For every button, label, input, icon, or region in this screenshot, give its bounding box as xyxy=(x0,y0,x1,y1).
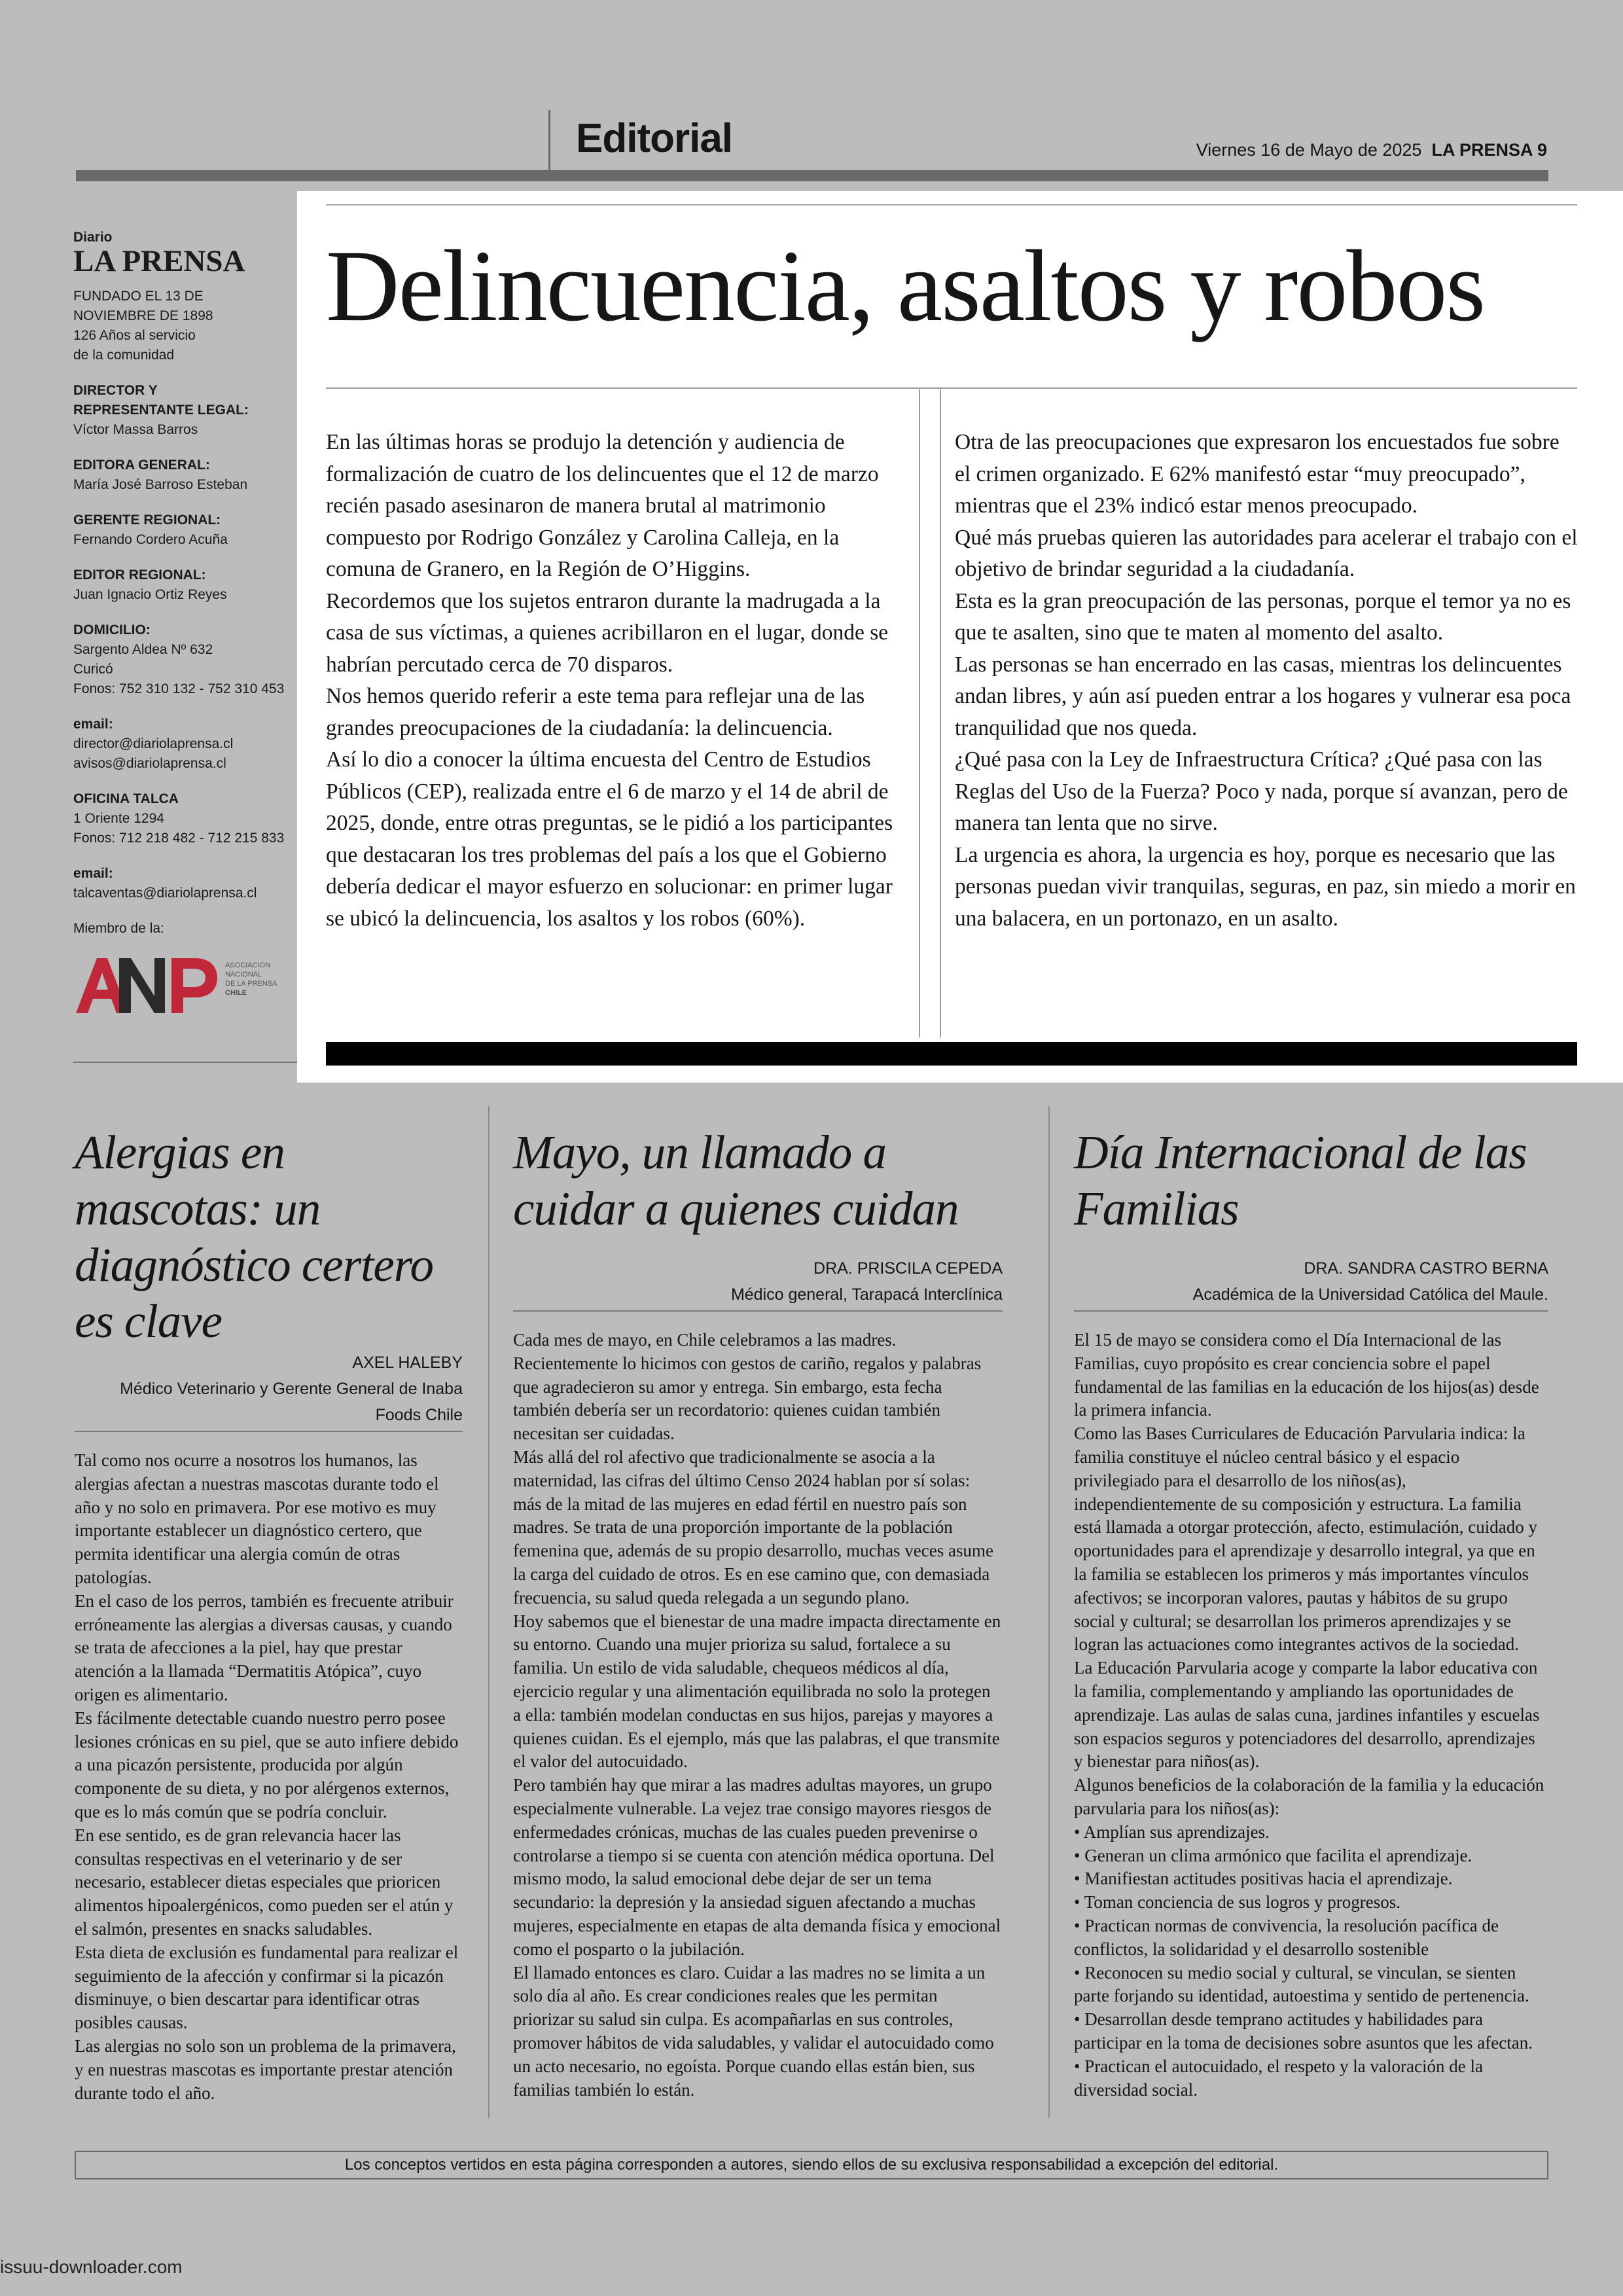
editorial-panel xyxy=(297,191,1623,1083)
staff-value: director@diariolaprensa.cl xyxy=(73,736,234,751)
masthead-brand-small: Diario xyxy=(73,230,113,245)
staff-label: EDITORA GENERAL: xyxy=(73,457,210,473)
article-body xyxy=(513,1329,1003,2102)
article-paragraph: • Practican normas de convivencia, la resolución pacífica de conflictos, la solidaridad y el desarrollo sostenible xyxy=(1074,1915,1499,1959)
article-paragraph: Cada mes de mayo, en Chile celebramos a las madres. Recientemente lo hicimos con gestos de cariño, regalos y palabras que agradecieron su amor y entrega. Sin embargo, esta fecha también debería ser un recordatorio: quienes cuidan también necesitan ser cuidadas. xyxy=(513,1330,982,1444)
staff-block xyxy=(73,864,296,903)
column-divider xyxy=(488,1106,490,2118)
staff-value: Curicó xyxy=(73,662,113,677)
editorial-paragraph: Qué más pruebas quieren las autoridades para acelerar el trabajo con el objetivo de brindar seguridad a la ciudadanía. xyxy=(955,525,1578,581)
article-title: Alergias en mascotas: un diagnóstico certero es clave xyxy=(75,1126,433,1348)
staff-block xyxy=(73,511,296,550)
article-paragraph: La Educación Parvularia acoge y comparte la labor educativa con la familia, complementando y ampliando las oportunidades de aprendizaje. Las aulas de salas cuna, jardines infantiles y escuelas son espacios seguros y potenciadores del desarrollo, aprendizajes y bienestar para niños(as). xyxy=(1074,1658,1540,1772)
article-paragraph: El llamado entonces es claro. Cuidar a las madres no se limita a un solo día al año. Es crear condiciones reales que les permitan priorizar su salud sin culpa. Es acompañarlas en sus controles, promover hábitos de vida saludables, y validar el autocuidado como un acto necesario, no egoísta. Porque cuando ellas están bien, sus familias también lo están. xyxy=(513,1962,994,2100)
article-paragraph: Como las Bases Curriculares de Educación Parvularia indica: la familia constituye el núcleo central básico y el espacio privilegiado para el desarrollo de los niños(as), independientemente de su composición y estructura. La familia está llamada a otorgar protección, afecto, estimulación, cuidado y oportunidades para el aprendizaje y desarrollo integral, ya que en la familia se establecen los primeros y más importantes vínculos afectivos; se incorporan valores, pautas y hábitos de su grupo social y cultural; se desarrollan los primeros aprendizajes y se logran las actuaciones como integrantes activos de la sociedad. xyxy=(1074,1424,1537,1655)
page-dateline xyxy=(1196,140,1547,160)
editorial-paragraph: Las personas se han encerrado en las casas, mientras los delincuentes andan libres, y aún así pueden entrar a los hogares y vulnerar esa poca tranquilidad que nos queda. xyxy=(955,652,1571,740)
article-paragraph: Tal como nos ocurre a nosotros los humanos, las alergias afectan a nuestras mascotas durante todo el año y no solo en primavera. Por ese motivo es muy importante establecer un diagnóstico certero, que permita identificar una alergia común de otras patologías. xyxy=(75,1450,439,1587)
byline-rule xyxy=(1074,1310,1548,1312)
staff-label: OFICINA TALCA xyxy=(73,791,179,806)
article-paragraph: • Amplían sus aprendizajes. xyxy=(1074,1821,1270,1842)
article-author-role: Médico general, Tarapacá Interclínica xyxy=(730,1285,1003,1304)
anp-caption-3: DE LA PRENSA xyxy=(225,980,277,988)
article-paragraph: En el caso de los perros, también es frecuente atribuir erróneamente las alergias a diversas causas, y cuando se trata de afecciones a la piel, hay que prestar atención a la llamada “Dermatitis Atópica”, cuyo origen es alimentario. xyxy=(75,1590,454,1704)
staff-block xyxy=(73,620,296,699)
staff-block xyxy=(73,789,296,848)
anp-caption-4: CHILE xyxy=(225,989,247,997)
editorial-paragraph: La urgencia es ahora, la urgencia es hoy, porque es necesario que las personas puedan vivir tranquilas, seguras, en paz, sin miedo a morir en una balacera, en un portonazo, en un asalto. xyxy=(955,842,1576,931)
article-paragraph: Pero también hay que mirar a las madres adultas mayores, un grupo especialmente vulnerable. La vejez trae consigo mayores riesgos de enfermedades crónicas, muchas de las cuales pueden prevenirse o controlarse a tiempo si se cuenta con atención médica oportuna. Del mismo modo, la salud emocional debe dejar de ser un tema secundario: la depresión y la ansiedad siguen afectando a muchas mujeres, especialmente en etapas de alta demanda física y emocional como el posparto o la jubilación. xyxy=(513,1775,1001,1959)
member-label: Miembro de la: xyxy=(73,921,164,936)
article-paragraph: En ese sentido, es de gran relevancia hacer las consultas respectivas en el veterinario y de ser necesario, establecer dietas especiales que prioricen alimentos hipoalergénicos, como pueden ser el atún y el salmón, presentes en snacks saludables. xyxy=(75,1825,454,1939)
editorial-paragraph: Nos hemos querido referir a este tema para reflejar una de las grandes preocupaciones de la ciudadanía: la delincuencia. xyxy=(326,684,865,740)
opinion-article-3 xyxy=(1074,1124,1548,2102)
article-body xyxy=(1074,1329,1548,2102)
founded-line: FUNDADO EL 13 DE xyxy=(73,289,204,304)
masthead-bottom-rule xyxy=(73,1062,297,1063)
staff-value: Víctor Massa Barros xyxy=(73,422,198,437)
opinion-article-2 xyxy=(513,1124,1003,2102)
editorial-paragraph: Así lo dio a conocer la última encuesta del Centro de Estudios Públicos (CEP), realizada entre el 6 de marzo y el 14 de abril de 2025, donde, entre otras preguntas, se le pidió a los participantes que destacaran los tres problemas del país a los que el Gobierno debería dedicar el mayor esfuerzo en solucionar: en primer lugar se ubicó la delincuencia, los asaltos y los robos (60%). xyxy=(326,747,893,931)
staff-value: Fonos: 712 218 482 - 712 215 833 xyxy=(73,831,285,846)
header-bar xyxy=(76,170,1548,181)
staff-value: Juan Ignacio Ortiz Reyes xyxy=(73,587,227,602)
section-label: Editorial xyxy=(576,116,733,161)
article-paragraph: El 15 de mayo se considera como el Día Internacional de las Familias, cuyo propósito es crear conciencia sobre el papel fundamental de las familias en la educación de los hijos(as) desde la primera infancia. xyxy=(1074,1330,1539,1420)
staff-label: email: xyxy=(73,717,113,732)
staff-label: REPRESENTANTE LEGAL: xyxy=(73,403,249,418)
article-paragraph: • Generan un clima armónico que facilita el aprendizaje. xyxy=(1074,1845,1472,1865)
founded-line: NOVIEMBRE DE 1898 xyxy=(73,308,213,323)
article-title: Día Internacional de las Familias xyxy=(1074,1126,1527,1235)
header-divider xyxy=(548,110,550,170)
founded-line: 126 Años al servicio xyxy=(73,328,196,343)
article-paragraph: • Desarrollan desde temprano actitudes y habilidades para participar en la toma de decisiones sobre asuntos que les afectan. xyxy=(1074,2009,1533,2053)
staff-label: DIRECTOR Y xyxy=(73,383,158,398)
staff-label: DOMICILIO: xyxy=(73,622,151,637)
staff-label: email: xyxy=(73,866,113,881)
column-divider xyxy=(919,389,920,1037)
disclaimer-box: Los conceptos vertidos en esta página corresponden a autores, siendo ellos de su exclusiva responsabilidad a excepción del editorial. xyxy=(75,2151,1548,2179)
article-author: DRA. SANDRA CASTRO BERNA xyxy=(1304,1259,1548,1278)
article-paragraph: Hoy sabemos que el bienestar de una madre impacta directamente en su entorno. Cuando una mujer prioriza su salud, fortalece a su familia. Un estilo de vida saludable, chequeos médicos al día, ejercicio regular y una alimentación equilibrada no solo la protegen a ella: también modelan conductas en sus hijos, parejas y mayores a quienes cuidan. Es el ejemplo, más que las palabras, el que transmite el valor del autocuidado. xyxy=(513,1611,1001,1772)
article-paragraph: Algunos beneficios de la colaboración de la familia y la educación parvularia para los niños(as): xyxy=(1074,1775,1544,1818)
article-body xyxy=(75,1449,463,2105)
staff-label: EDITOR REGIONAL: xyxy=(73,567,206,583)
editorial-bottom-bar xyxy=(326,1042,1577,1066)
article-paragraph: • Practican el autocuidado, el respeto y la valoración de la diversidad social. xyxy=(1074,2056,1483,2100)
issue-date: Viernes 16 de Mayo de 2025 xyxy=(1196,140,1422,160)
article-paragraph: • Manifiestan actitudes positivas hacia el aprendizaje. xyxy=(1074,1869,1453,1889)
anp-caption-2: NACIONAL xyxy=(225,971,262,978)
masthead-brand: LA PRENSA xyxy=(73,244,245,278)
watermark: issuu-downloader.com xyxy=(0,2257,183,2277)
staff-block xyxy=(73,381,296,440)
editorial-top-rule xyxy=(326,204,1577,206)
article-paragraph: Las alergias no solo son un problema de la primavera, y en nuestras mascotas es importante prestar atención durante todo el año. xyxy=(75,2036,456,2103)
article-paragraph: Esta dieta de exclusión es fundamental para realizar el seguimiento de la afección y confirmar si la picazón disminuye, o bien descartar para identificar otras posibles causas. xyxy=(75,1942,459,2033)
article-author: AXEL HALEBY xyxy=(352,1354,463,1372)
editorial-headline: Delincuencia, asaltos y robos xyxy=(326,229,1485,342)
article-author-role: Médico Veterinario y Gerente General de Inaba Foods Chile xyxy=(120,1380,463,1424)
page-number: LA PRENSA 9 xyxy=(1431,140,1547,160)
staff-label: GERENTE REGIONAL: xyxy=(73,512,221,528)
staff-block xyxy=(73,456,296,495)
masthead-staff xyxy=(73,381,296,903)
article-author-role: Académica de la Universidad Católica del Maule. xyxy=(1192,1285,1548,1304)
staff-value: María José Barroso Esteban xyxy=(73,477,248,492)
staff-value: avisos@diariolaprensa.cl xyxy=(73,756,226,771)
editorial-paragraph: En las últimas horas se produjo la detención y audiencia de formalización de cuatro de los delincuentes que el 12 de marzo recién pasado asesinaron de manera brutal al matrimonio compuesto por Rodrigo González y Carolina Calleja, en la comuna de Granero, en la Región de O’Higgins. xyxy=(326,430,879,581)
masthead xyxy=(73,230,296,1022)
byline-rule xyxy=(513,1310,1003,1312)
masthead-founded xyxy=(73,287,296,365)
anp-caption-1: ASOCIACIÓN xyxy=(225,961,271,969)
staff-value: Sargento Aldea Nº 632 xyxy=(73,642,213,657)
editorial-paragraph: Recordemos que los sujetos entraron durante la madrugada a la casa de sus víctimas, a quienes acribillaron en el lugar, donde se habrían percutado cerca de 70 disparos. xyxy=(326,588,889,677)
column-divider xyxy=(940,389,941,1037)
column-divider xyxy=(1048,1106,1050,2118)
article-author: DRA. PRISCILA CEPEDA xyxy=(813,1259,1003,1278)
editorial-mid-rule xyxy=(326,387,1577,389)
editorial-paragraph: ¿Qué pasa con la Ley de Infraestructura Crítica? ¿Qué pasa con las Reglas del Uso de la Fuerza? Poco y nada, porque sí avanzan, pero de manera tan lenta que no sirve. xyxy=(955,747,1568,835)
article-title: Mayo, un llamado a cuidar a quienes cuidan xyxy=(513,1126,959,1235)
anp-logo xyxy=(73,950,283,1016)
editorial-paragraph: Otra de las preocupaciones que expresaron los encuestados fue sobre el crimen organizado. E 62% manifestó estar “muy preocupado”, mientras que el 23% indicó estar menos preocupado. xyxy=(955,430,1560,518)
staff-value: Fernando Cordero Acuña xyxy=(73,532,228,547)
article-paragraph: Es fácilmente detectable cuando nuestro perro posee lesiones crónicas en su piel, que se auto infiere debido a una picazón persistente, producida por algún componente de su dieta, y no por alérgenos externos, que es lo más común que se podría concluir. xyxy=(75,1708,459,1821)
editorial-column-2 xyxy=(955,427,1580,935)
opinion-article-1 xyxy=(75,1124,463,2105)
editorial-paragraph: Esta es la gran preocupación de las personas, porque el temor ya no es que te asalten, sino que te maten al momento del asalto. xyxy=(955,588,1571,645)
staff-block xyxy=(73,715,296,774)
staff-value: talcaventas@diariolaprensa.cl xyxy=(73,886,257,901)
byline-rule xyxy=(75,1431,463,1432)
editorial-column-1 xyxy=(326,427,902,935)
staff-value: Fonos: 752 310 132 - 752 310 453 xyxy=(73,681,285,696)
article-paragraph: • Reconocen su medio social y cultural, se vinculan, se sienten parte forjando su identidad, autoestima y sentido de pertenencia. xyxy=(1074,1962,1529,2006)
staff-value: 1 Oriente 1294 xyxy=(73,811,164,826)
staff-block xyxy=(73,565,296,605)
article-paragraph: Más allá del rol afectivo que tradicionalmente se asocia a la maternidad, las cifras del último Censo 2024 hablan por sí solas: más de la mitad de las mujeres en edad fértil en nuestro país son madres. Se trata de una proporción importante de la población femenina que, además de su propio desarrollo, muchas veces asume la carga del cuidado de otros. Es en ese camino que, con demasiada frecuencia, su salud queda relegada a un segundo plano. xyxy=(513,1446,993,1607)
article-paragraph: • Toman conciencia de sus logros y progresos. xyxy=(1074,1892,1400,1912)
founded-line: de la comunidad xyxy=(73,348,175,363)
